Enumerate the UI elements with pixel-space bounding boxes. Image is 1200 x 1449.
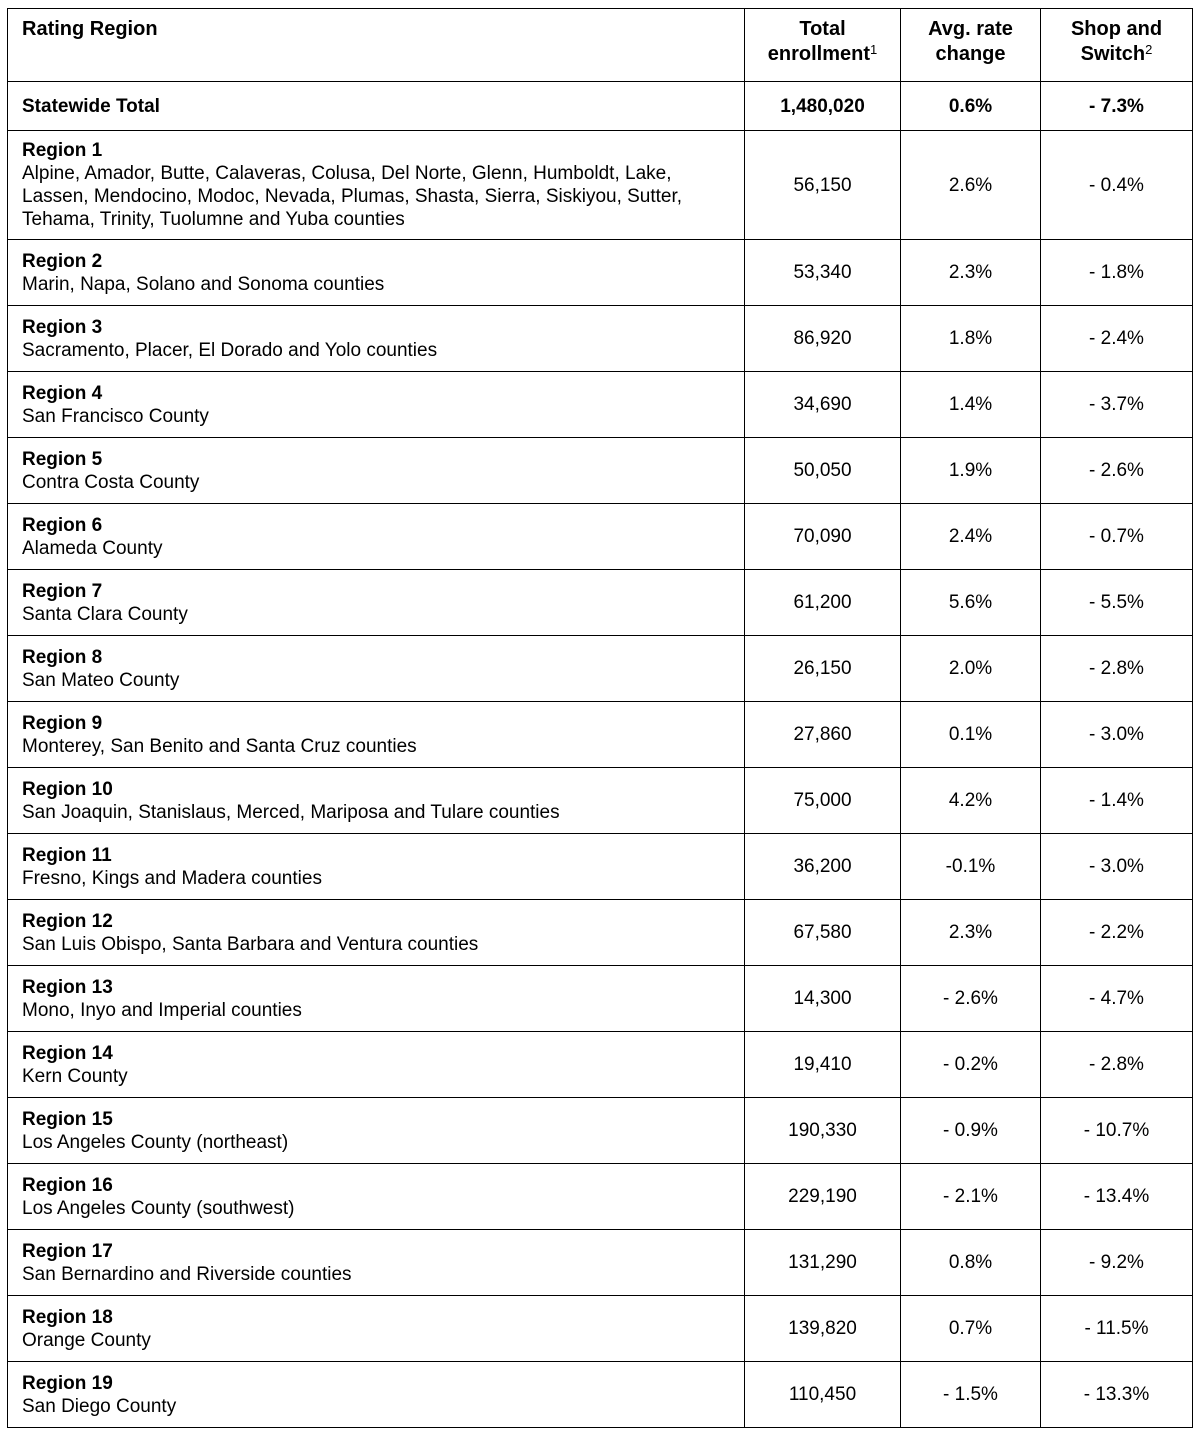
region-rate-change: 1.9%: [901, 438, 1041, 504]
region-rate-change: 2.0%: [901, 636, 1041, 702]
region-shop-switch: - 2.6%: [1041, 438, 1193, 504]
region-shop-switch: - 2.2%: [1041, 900, 1193, 966]
rating-region-table: [7, 8, 1193, 1428]
region-enrollment: 53,340: [745, 240, 901, 306]
region-counties: San Joaquin, Stanislaus, Merced, Mariposa and Tulare counties: [22, 801, 560, 823]
region-rate-change: - 2.6%: [901, 966, 1041, 1032]
region-shop-switch: - 10.7%: [1041, 1098, 1193, 1164]
region-shop-switch: - 4.7%: [1041, 966, 1193, 1032]
region-shop-switch: - 1.4%: [1041, 768, 1193, 834]
region-counties: San Mateo County: [22, 669, 180, 691]
region-shop-switch: - 3.0%: [1041, 834, 1193, 900]
region-rate-change: -0.1%: [901, 834, 1041, 900]
region-name: Region 6: [22, 514, 103, 536]
table-row: [8, 636, 1193, 702]
header-total-enrollment: [745, 9, 901, 82]
region-name: Region 14: [22, 1042, 113, 1064]
region-shop-switch: - 13.4%: [1041, 1164, 1193, 1230]
region-counties: Sacramento, Placer, El Dorado and Yolo counties: [22, 339, 438, 361]
statewide-shop-switch: - 7.3%: [1041, 82, 1193, 131]
table-row: [8, 966, 1193, 1032]
region-cell: [8, 131, 745, 240]
region-rate-change: - 2.1%: [901, 1164, 1041, 1230]
region-shop-switch: - 3.0%: [1041, 702, 1193, 768]
header-rating-region-label: Rating Region: [22, 18, 158, 40]
table-row: [8, 834, 1193, 900]
region-cell: [8, 1098, 745, 1164]
region-shop-switch: - 5.5%: [1041, 570, 1193, 636]
region-enrollment: 139,820: [745, 1296, 901, 1362]
header-enrollment-line2: enrollment: [767, 43, 870, 65]
region-name: Region 7: [22, 580, 103, 602]
table-row: [8, 570, 1193, 636]
region-counties: Los Angeles County (southwest): [22, 1197, 295, 1219]
region-cell: [8, 1362, 745, 1428]
region-cell: [8, 306, 745, 372]
region-cell: [8, 900, 745, 966]
region-shop-switch: - 9.2%: [1041, 1230, 1193, 1296]
region-name: Region 11: [22, 844, 112, 866]
region-enrollment: 56,150: [745, 131, 901, 240]
region-name: Region 1: [22, 140, 103, 161]
region-name: Region 2: [22, 250, 103, 272]
region-cell: [8, 504, 745, 570]
region-counties: Kern County: [22, 1065, 128, 1087]
header-shop-line1: Shop and: [1070, 18, 1163, 40]
region-name: Region 9: [22, 712, 103, 734]
region-shop-switch: - 0.4%: [1041, 131, 1193, 240]
region-enrollment: 67,580: [745, 900, 901, 966]
region-cell: [8, 570, 745, 636]
region-name: Region 10: [22, 778, 113, 800]
table-row: [8, 1164, 1193, 1230]
region-cell: [8, 1296, 745, 1362]
statewide-enrollment: 1,480,020: [745, 82, 901, 131]
statewide-total-label: Statewide Total: [8, 82, 745, 131]
region-rate-change: 2.4%: [901, 504, 1041, 570]
region-counties: San Luis Obispo, Santa Barbara and Ventura counties: [22, 933, 479, 955]
header-rate-line2: change: [935, 43, 1006, 65]
table-row: [8, 1098, 1193, 1164]
region-enrollment: 34,690: [745, 372, 901, 438]
table-row: [8, 1296, 1193, 1362]
region-cell: [8, 1032, 745, 1098]
region-counties: Santa Clara County: [22, 603, 188, 625]
region-name: Region 8: [22, 646, 103, 668]
region-rate-change: 0.7%: [901, 1296, 1041, 1362]
statewide-total-row: [8, 82, 1193, 131]
region-rate-change: 0.8%: [901, 1230, 1041, 1296]
header-rate-line1: Avg. rate: [928, 18, 1013, 40]
region-enrollment: 27,860: [745, 702, 901, 768]
header-avg-rate-change: [901, 9, 1041, 82]
region-enrollment: 61,200: [745, 570, 901, 636]
header-enrollment-line1: Total: [799, 18, 846, 40]
table-row: [8, 306, 1193, 372]
header-row: [8, 9, 1193, 82]
region-counties: Alameda County: [22, 537, 163, 559]
table-row: [8, 131, 1193, 240]
region-cell: [8, 636, 745, 702]
region-counties: Los Angeles County (northeast): [22, 1131, 289, 1153]
table-row: [8, 900, 1193, 966]
region-shop-switch: - 2.8%: [1041, 636, 1193, 702]
region-enrollment: 131,290: [745, 1230, 901, 1296]
region-name: Region 15: [22, 1108, 113, 1130]
region-enrollment: 50,050: [745, 438, 901, 504]
region-enrollment: 14,300: [745, 966, 901, 1032]
statewide-rate-change: 0.6%: [901, 82, 1041, 131]
region-rate-change: 2.6%: [901, 131, 1041, 240]
region-enrollment: 86,920: [745, 306, 901, 372]
region-counties: Marin, Napa, Solano and Sonoma counties: [22, 273, 385, 295]
table-row: [8, 1230, 1193, 1296]
table-row: [8, 372, 1193, 438]
region-counties: San Francisco County: [22, 405, 209, 427]
region-name: Region 5: [22, 448, 103, 470]
region-shop-switch: - 0.7%: [1041, 504, 1193, 570]
region-cell: [8, 1230, 745, 1296]
region-enrollment: 229,190: [745, 1164, 901, 1230]
region-counties: San Diego County: [22, 1395, 177, 1417]
region-enrollment: 110,450: [745, 1362, 901, 1428]
region-counties: Fresno, Kings and Madera counties: [22, 867, 322, 889]
table-row: [8, 1032, 1193, 1098]
region-counties: Contra Costa County: [22, 471, 200, 493]
region-rate-change: - 1.5%: [901, 1362, 1041, 1428]
table-row: [8, 702, 1193, 768]
region-rate-change: - 0.9%: [901, 1098, 1041, 1164]
region-cell: [8, 966, 745, 1032]
region-name: Region 12: [22, 910, 113, 932]
region-enrollment: 75,000: [745, 768, 901, 834]
region-counties: Alpine, Amador, Butte, Calaveras, Colusa, Del Norte, Glenn, Humboldt, Lake, Lassen, Mendocino, Modoc, Nevada, Plumas, Shasta, Sierra, Siskiyou, Sutter, Tehama, Trinity, Tuolumne and Yuba counties: [22, 163, 683, 230]
region-rate-change: - 0.2%: [901, 1032, 1041, 1098]
region-name: Region 3: [22, 316, 103, 338]
rating-region-table-container: [7, 8, 1192, 1428]
header-rating-region: [8, 9, 745, 82]
region-shop-switch: - 1.8%: [1041, 240, 1193, 306]
region-name: Region 17: [22, 1240, 113, 1262]
region-shop-switch: - 2.4%: [1041, 306, 1193, 372]
region-counties: San Bernardino and Riverside counties: [22, 1263, 352, 1285]
region-rate-change: 4.2%: [901, 768, 1041, 834]
region-name: Region 13: [22, 976, 113, 998]
region-enrollment: 36,200: [745, 834, 901, 900]
region-shop-switch: - 11.5%: [1041, 1296, 1193, 1362]
region-name: Region 19: [22, 1372, 113, 1394]
footnote-marker-2: 2: [1145, 42, 1153, 57]
table-row: [8, 240, 1193, 306]
header-shop-and-switch: [1041, 9, 1193, 82]
region-enrollment: 19,410: [745, 1032, 901, 1098]
table-row: [8, 1362, 1193, 1428]
region-cell: [8, 240, 745, 306]
region-rate-change: 0.1%: [901, 702, 1041, 768]
region-rate-change: 5.6%: [901, 570, 1041, 636]
region-rate-change: 2.3%: [901, 240, 1041, 306]
header-shop-line2: Switch: [1080, 43, 1146, 65]
region-name: Region 16: [22, 1174, 113, 1196]
region-cell: [8, 768, 745, 834]
region-cell: [8, 372, 745, 438]
region-counties: Monterey, San Benito and Santa Cruz counties: [22, 735, 417, 757]
region-shop-switch: - 2.8%: [1041, 1032, 1193, 1098]
table-row: [8, 504, 1193, 570]
footnote-marker-1: 1: [870, 42, 878, 57]
region-enrollment: 190,330: [745, 1098, 901, 1164]
region-rate-change: 1.8%: [901, 306, 1041, 372]
region-rate-change: 1.4%: [901, 372, 1041, 438]
region-cell: [8, 834, 745, 900]
region-counties: Mono, Inyo and Imperial counties: [22, 999, 302, 1021]
region-cell: [8, 1164, 745, 1230]
region-enrollment: 26,150: [745, 636, 901, 702]
region-shop-switch: - 3.7%: [1041, 372, 1193, 438]
region-enrollment: 70,090: [745, 504, 901, 570]
region-shop-switch: - 13.3%: [1041, 1362, 1193, 1428]
region-counties: Orange County: [22, 1329, 151, 1351]
table-row: [8, 438, 1193, 504]
region-cell: [8, 702, 745, 768]
table-row: [8, 768, 1193, 834]
region-rate-change: 2.3%: [901, 900, 1041, 966]
region-name: Region 18: [22, 1306, 113, 1328]
region-name: Region 4: [22, 382, 103, 404]
region-cell: [8, 438, 745, 504]
